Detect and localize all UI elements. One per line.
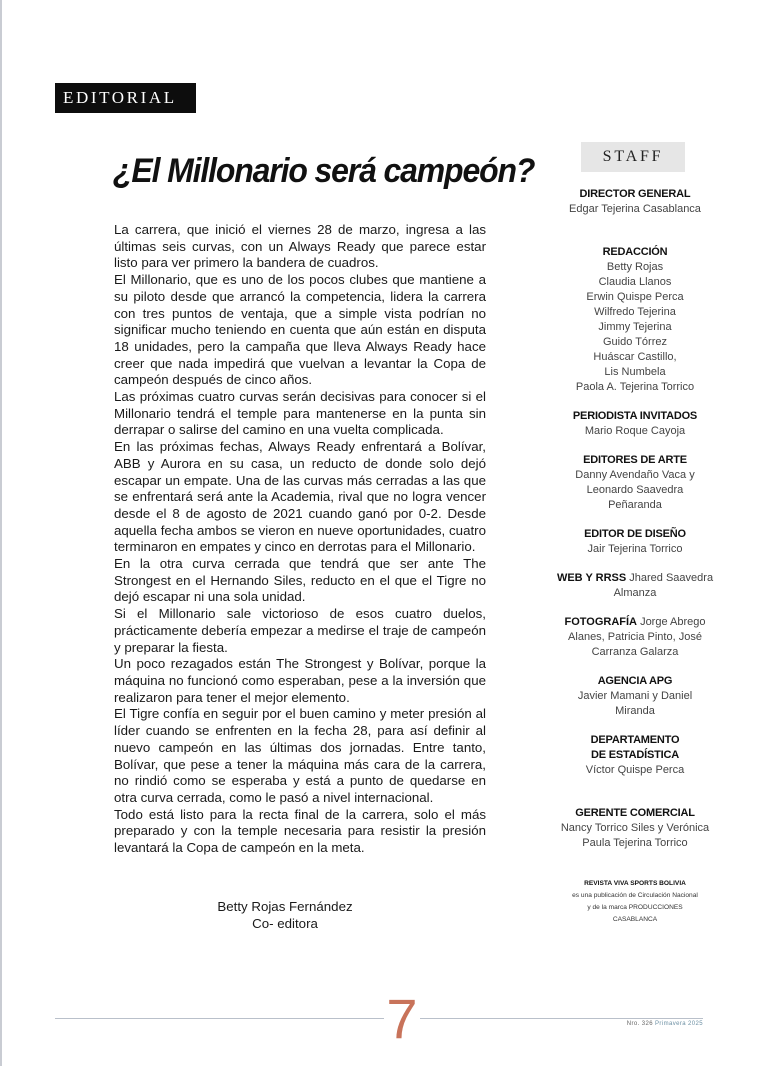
staff-editores-arte: [555, 453, 715, 513]
staff-editor-diseno: [555, 527, 715, 557]
staff-role: DE ESTADÍSTICA: [590, 749, 680, 761]
staff-redaccion: [555, 245, 715, 395]
staff-fotografia: [555, 615, 715, 660]
page-edge-rule: [0, 0, 2, 1066]
article-paragraph: La carrera, que inició el viernes 28 de marzo, ingresa a las últimas seis curvas, con un Always Ready que parece estar listo para ver primero la bandera de cuadros.: [114, 222, 486, 271]
staff-name: Wilfredo Tejerina: [594, 306, 676, 318]
credits-line: y de la marca PRODUCCIONES: [587, 904, 683, 911]
staff-name: Jorge Abrego: [640, 616, 706, 628]
article-paragraph: El Millonario, que es uno de los pocos clubes que mantiene a su piloto desde que arrancó la competencia, lidera la carrera con tres puntos de ventaja, que a simple vista podrían no significar mucho teniendo en cuenta que aún están en disputa 18 unidades, pero la campaña que lleva Always Ready hace creer que nada impedirá que vuelvan a levantar la Copa de campeón después de cinco años.: [114, 272, 486, 388]
headline: ¿El Millonario será campeón?: [113, 152, 535, 190]
staff-periodista: [555, 409, 715, 439]
staff-name: Almanza: [613, 587, 657, 599]
staff-list: [555, 187, 715, 865]
staff-name: Claudia Llanos: [598, 276, 672, 288]
section-tag: EDITORIAL: [55, 83, 196, 113]
staff-role: REDACCIÓN: [602, 246, 668, 258]
staff-web: [555, 571, 715, 601]
staff-name: Paula Tejerina Torrico: [582, 837, 688, 849]
credits-line: CASABLANCA: [612, 916, 658, 923]
staff-role: AGENCIA APG: [597, 675, 673, 687]
article-body: [114, 222, 486, 857]
article-paragraph: En la otra curva cerrada que tendrá que ser ante The Strongest en el Hernando Siles, reducto en el que el Tigre no dejó escapar ni una sola unidad.: [114, 556, 486, 605]
article-paragraph: El Tigre confía en seguir por el buen camino y meter presión al líder cuando se enfrenten en la fecha 28, para así definir al nuevo campeón en las últimas dos jornadas. Entre tanto, Bolívar, que pese a tener la máquina más cara de la carrera, no rindió como se esperaba y está a punto de quedarse en otra curva cerrada, como le pasó a nivel internacional.: [114, 706, 486, 805]
staff-name: Paola A. Tejerina Torrico: [575, 381, 695, 393]
staff-name: Nancy Torrico Siles y Verónica: [560, 822, 710, 834]
author-name: Betty Rojas Fernández: [217, 899, 353, 914]
staff-role: PERIODISTA INVITADOS: [572, 410, 698, 422]
staff-name: Jair Tejerina Torrico: [587, 543, 683, 555]
staff-role: FOTOGRAFÍA: [564, 616, 637, 628]
staff-director: [555, 187, 715, 217]
staff-name: Danny Avendaño Vaca y: [575, 469, 695, 481]
issue-season: Primavera 2025: [655, 1021, 703, 1027]
staff-name: Carranza Galarza: [591, 646, 679, 658]
staff-name: Alanes, Patricia Pinto, José: [568, 631, 702, 643]
staff-name: Huáscar Castillo,: [593, 351, 677, 363]
staff-role: GERENTE COMERCIAL: [575, 807, 695, 819]
publication-name: REVISTA VIVA SPORTS BOLIVIA: [584, 880, 686, 887]
staff-name: Jimmy Tejerina: [598, 321, 672, 333]
staff-role: EDITORES DE ARTE: [583, 454, 687, 466]
staff-role: DEPARTAMENTO: [590, 734, 680, 746]
staff-name: Víctor Quispe Perca: [585, 764, 685, 776]
author-role: Co- editora: [252, 916, 318, 931]
staff-name: Miranda: [615, 705, 655, 717]
staff-name: Javier Mamani y Daniel: [577, 690, 693, 702]
staff-name: Peñaranda: [608, 499, 662, 511]
credits-line: es una publicación de Circulación Nacional: [572, 892, 698, 899]
issue-info: [600, 1021, 703, 1027]
article-paragraph: Las próximas cuatro curvas serán decisivas para conocer si el Millonario tendrá el temple para mantenerse en la punta sin derrapar o salirse del camino en una vuelta complicada.: [114, 389, 486, 438]
staff-agencia: [555, 674, 715, 719]
staff-name: Jhared Saavedra: [629, 572, 714, 584]
article-paragraph: En las próximas fechas, Always Ready enfrentará a Bolívar, ABB y Aurora en su casa, un reducto de donde solo dejó escapar un empate. Una de las curvas más cerradas a las que se enfrentará será ante la Academia, rival que no logra vencer desde el 8 de agosto de 2021 cuando ganó por 0-2. Desde aquella fecha ambos se vieron en nueve oportunidades, cuatro terminaron en empates y cinco en derrotas para el Millonario.: [114, 439, 486, 555]
staff-heading: STAFF: [581, 142, 685, 172]
article-paragraph: Todo está listo para la recta final de la carrera, solo el más preparado y con la temple necesaria para resistir la presión levantará la Copa de campeón en la meta.: [114, 806, 486, 856]
staff-name: Betty Rojas: [606, 261, 664, 273]
staff-name: Edgar Tejerina Casablanca: [569, 203, 701, 215]
article-paragraph: Un poco rezagados están The Strongest y Bolívar, porque la máquina no funcionó como esperaban, pese a la inversión que realizaron para tener el mejor elemento.: [114, 656, 486, 705]
page-number: 7: [384, 990, 420, 1048]
staff-name: Erwin Quispe Perca: [586, 291, 684, 303]
staff-gerente: [555, 806, 715, 851]
author-signature: [200, 898, 370, 932]
staff-role: EDITOR DE DISEÑO: [584, 528, 686, 540]
issue-number: Nro. 326: [626, 1021, 653, 1027]
article-paragraph: Si el Millonario sale victorioso de esos cuatro duelos, prácticamente debería empezar a medirse el traje de campeón y preparar la fiesta.: [114, 606, 486, 655]
staff-name: Guido Tórrez: [603, 336, 667, 348]
staff-departamento: [555, 733, 715, 778]
publication-credits: [555, 878, 715, 926]
staff-name: Mario Roque Cayoja: [584, 425, 686, 437]
staff-role: DIRECTOR GENERAL: [579, 188, 691, 200]
staff-role: WEB Y RRSS: [556, 572, 627, 584]
staff-name: Lis Numbela: [604, 366, 666, 378]
staff-name: Leonardo Saavedra: [586, 484, 684, 496]
footer-rule: [55, 1018, 703, 1019]
